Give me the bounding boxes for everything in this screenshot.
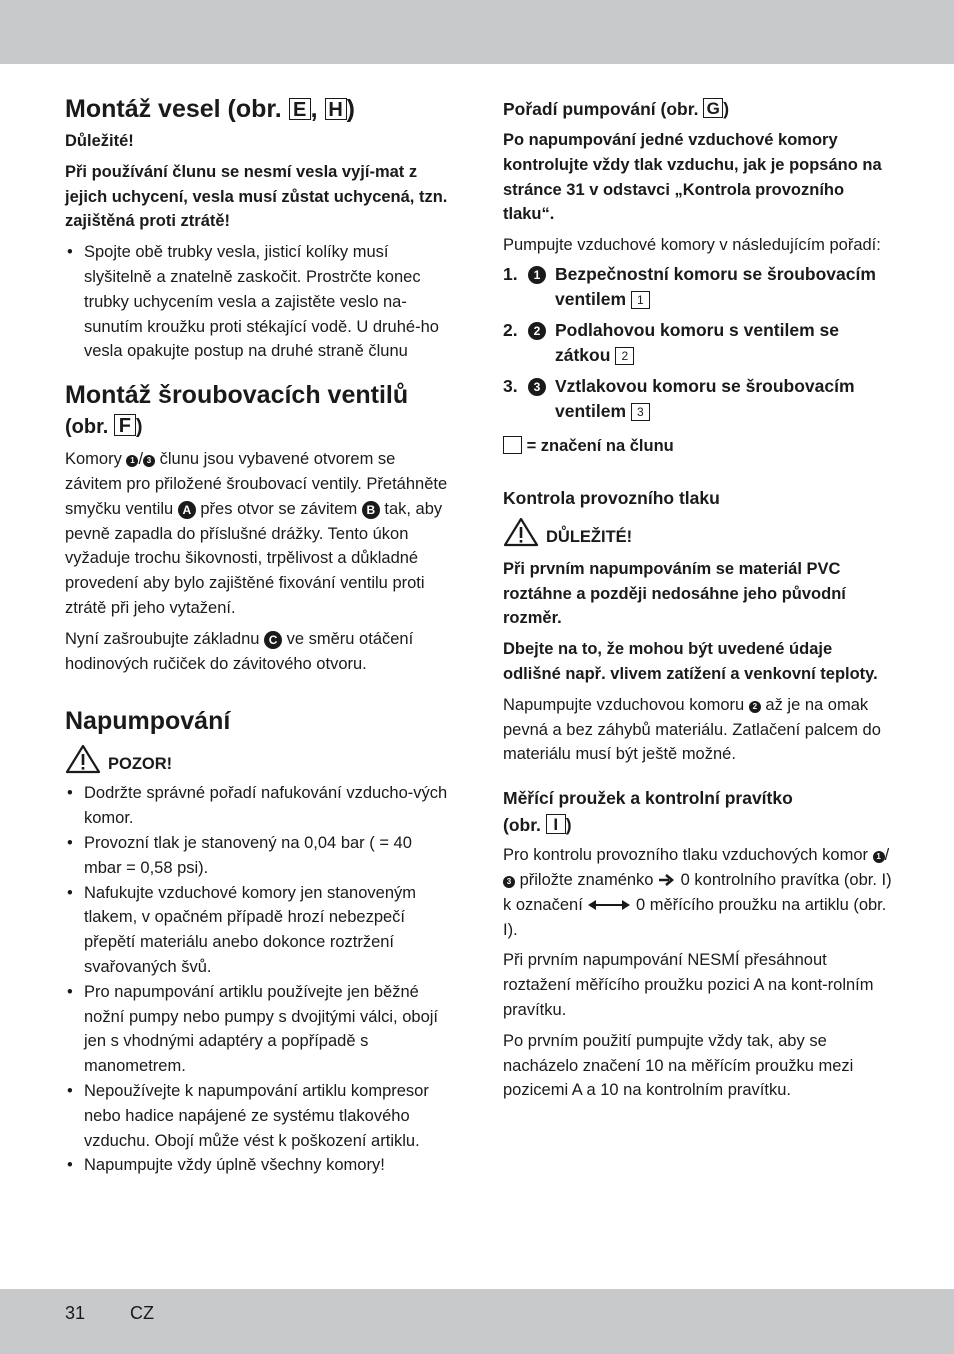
measuring-figure-ref: (obr. I ): [503, 815, 572, 836]
figure-ref-g: G: [703, 98, 723, 118]
valve-figure-ref: (obr. F ): [65, 415, 143, 439]
figure-ref-f: F: [114, 414, 136, 436]
language-code: CZ: [130, 1303, 154, 1323]
figure-ref-e: E: [289, 98, 311, 120]
marking-box-3: 3: [631, 403, 650, 421]
part-b-marker: B: [362, 501, 380, 519]
heading-inflation: Napumpování: [65, 707, 231, 736]
left-column: [65, 92, 451, 1178]
load-temperature-note: Dbejte na to, že mohou být uvedené údaje odlišné např. vlivem zatížení a venkovní teploty.: [503, 640, 878, 683]
part-c-marker: C: [264, 631, 282, 649]
heading-measuring-strip: Měřící proužek a kontrolní pravítko: [503, 788, 793, 809]
list-item: • Nafukujte vzduchové komory jen stanoveným tlakem, v opačném případě hrozí nebezpečí přepětí materiálu anebo dokonce roztržení svařovaných švů.: [65, 881, 451, 980]
important-row: [503, 517, 893, 547]
inflation-bullets: [65, 781, 451, 1178]
measuring-paragraph-3: Po prvním použití pumpujte vždy tak, aby se nacházelo značení 10 na měřícím proužku mezi pozicemi A a 10 na kontrolním pravítku.: [503, 1031, 854, 1100]
heading-pressure-check: Kontrola provozního tlaku: [503, 487, 720, 508]
valve-screw-paragraph: Nyní zašroubujte základnu C ve směru otáčení hodinových ručiček do závitového otvoru.: [65, 629, 414, 673]
list-item: • Dodržte správné pořadí nafukování vzducho-vých komor.: [65, 781, 451, 831]
figure-ref-h: H: [325, 98, 347, 120]
marking-box-1: 1: [631, 291, 650, 309]
pump-step-1: 1. 1 Bezpečnostní komoru se šroubovacím ventilem 1: [503, 263, 876, 309]
header-bar: [0, 0, 954, 64]
oar-bullets: [65, 240, 451, 364]
heading-pump-order: Pořadí pumpování (obr. G ): [503, 99, 730, 119]
pump-step-2: 2. 2 Podlahovou komoru s ventilem se zátkou 2: [503, 319, 839, 365]
page-number: 31: [65, 1303, 86, 1323]
pump-order-intro: Pumpujte vzduchové komory v následujícím pořadí:: [503, 236, 881, 255]
chamber-1-marker: 1: [873, 851, 885, 863]
valve-paragraph: Komory 1 / 3 člunu jsou vybavené otvorem se závitem pro přiložené šroubovací ventily. Přetáhněte smyčku ventilu A přes otvor se závitem B tak, aby pevně zapadla do příslušné drážky. Tento úkon vyžaduje trochu šikovnosti, trpělivost a důkladné provedení aby bylo zajištěné fixování ventilu proti ztrátě při jeho vytažení.: [65, 450, 448, 617]
empty-marking-box: [503, 436, 522, 454]
chamber-2-marker: 2: [528, 322, 546, 340]
marking-legend: = značení na člunu: [503, 434, 893, 459]
pvc-stretch-note: Při prvním napumpováním se materiál PVC roztáhne a později nedosáhne jeho původní rozměr.: [503, 559, 846, 628]
list-item: • Provozní tlak je stanovený na 0,04 bar ( = 40 mbar = 0,58 psi).: [65, 831, 451, 881]
marking-box-2: 2: [615, 347, 634, 365]
chamber-3-marker: 3: [143, 455, 155, 467]
list-item: • Napumpujte vždy úplně všechny komory!: [65, 1153, 451, 1178]
chamber-1-marker: 1: [528, 266, 546, 284]
list-item: • Pro napumpování artiklu používejte jen běžné nožní pumpy nebo pumpy s dvojitými válci, obojí jen s vhodnými adaptéry a popřípadě s manometrem.: [65, 980, 451, 1079]
part-a-marker: A: [178, 501, 196, 519]
measuring-paragraph-1: Pro kontrolu provozního tlaku vzduchových komor 1 /3 přiložte znaménko 0 kontrolního pravítka (obr. I) k označení 0 měřícího proužku na artiklu (obr. I).: [503, 846, 892, 939]
pump-steps: [503, 262, 893, 424]
heading-valve-assembly: Montáž šroubovacích ventilů: [65, 381, 409, 410]
figure-ref-i: I: [546, 814, 566, 834]
important-label: Důležité!: [65, 132, 134, 150]
measuring-paragraph-2: Při prvním napumpování NESMÍ přesáhnout roztažení měřícího proužku pozici A na kont-rolním pravítku.: [503, 951, 874, 1019]
pressure-check-paragraph: Napumpujte vzduchovou komoru 2 až je na omak pevná a bez záhybů materiálu. Zatlačení palcem do materiálu musí být ještě možné.: [503, 695, 881, 764]
chamber-2-marker: 2: [749, 701, 761, 713]
arrow-right-icon: [658, 873, 676, 887]
warning-triangle-icon: [65, 744, 101, 774]
chamber-3-marker: 3: [503, 876, 515, 888]
pump-step-3: 3. 3 Vztlakovou komoru se šroubovacím ventilem 3: [503, 375, 855, 421]
list-item: • Nepoužívejte k napumpování artiklu kompresor nebo hadice napájené ze systému tlakového vzduchu. Obojí může vést k poškození artiklu.: [65, 1079, 451, 1153]
important-label: DŮLEŽITÉ!: [546, 527, 633, 546]
double-arrow-icon: [587, 898, 631, 912]
heading-oar-assembly: Montáž vesel (obr. E , H ): [65, 95, 355, 123]
warning-triangle-icon: [503, 517, 539, 547]
oar-warning-text: Při používání člunu se nesmí vesla vyjí-mat z jejich uchycení, vesla musí zůstat uchycená, tzn. zajištěná proti ztrátě!: [65, 162, 448, 231]
chamber-1-marker: 1: [126, 455, 138, 467]
caution-row: [65, 744, 451, 774]
list-item: • Spojte obě trubky vesla, jisticí kolíky musí slyšitelně a znatelně zaskočit. Prostrčte konec trubky uchycením vesla a zajistěte veslo na-sunutím kroužku proti stékající vodě. U druhé-ho vesla opakujte postup na druhé straně člunu: [65, 240, 451, 364]
right-column: [503, 97, 893, 1103]
chamber-3-marker: 3: [528, 378, 546, 396]
caution-label: POZOR!: [108, 755, 173, 774]
pump-order-note: Po napumpování jedné vzduchové komory kontrolujte vždy tlak vzduchu, jak je popsáno na stránce 31 v odstavci „Kontrola provozního tlaku“.: [503, 131, 882, 224]
